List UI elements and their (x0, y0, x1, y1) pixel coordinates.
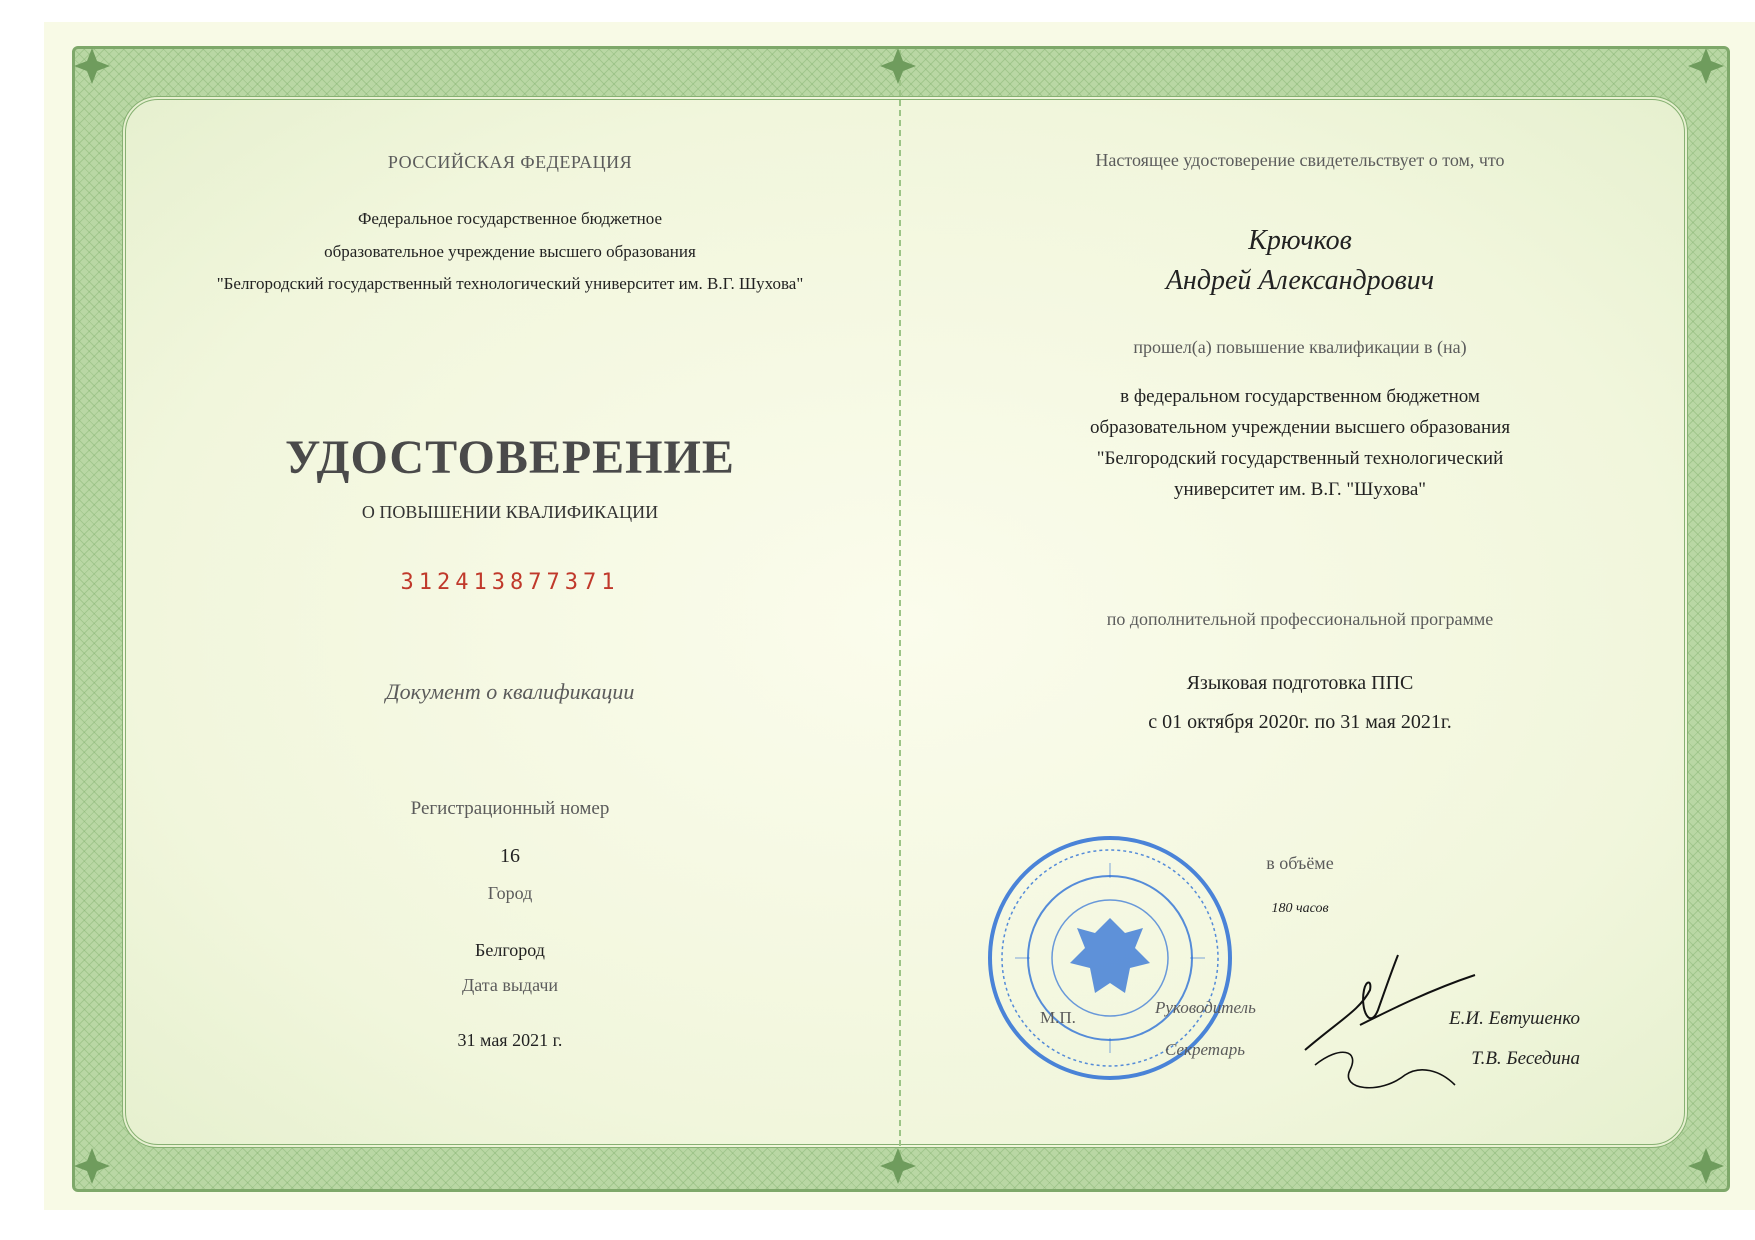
org-line-2: образовательное учреждение высшего образования (324, 242, 696, 261)
org-line-1: Федеральное государственное бюджетное (357, 209, 663, 228)
stamp-mark: М.П. (1040, 1008, 1076, 1027)
program-label: по дополнительной профессиональной программе (1106, 609, 1494, 629)
registration-value: 16 (500, 845, 520, 867)
passed-text: прошел(а) повышение квалификации в (на) (1133, 337, 1467, 357)
org-line-3: "Белгородский государственный технологический университет им. В.Г. Шухова" (216, 274, 804, 293)
volume-label: в объёме (1266, 853, 1334, 873)
corner-ornament-icon (1688, 1148, 1724, 1184)
program-name: Языковая подготовка ППС (1186, 672, 1414, 694)
country-heading: РОССИЙСКАЯ ФЕДЕРАЦИЯ (387, 152, 633, 172)
institution-line-2: образовательном учреждении высшего образования (1089, 417, 1511, 438)
city-value: Белгород (475, 940, 545, 960)
institution-line-1: в федеральном государственном бюджетном (1120, 386, 1480, 407)
secretary-label: Секретарь (1165, 1040, 1245, 1059)
intro-text: Настоящее удостоверение свидетельствует о том, что (1095, 150, 1505, 170)
corner-ornament-icon (880, 48, 916, 84)
center-fold (899, 50, 901, 1182)
secretary-signature-icon (1310, 1035, 1460, 1105)
institution-line-4: университет им. В.Г. "Шухова" (1173, 479, 1427, 500)
issue-date-value: 31 мая 2021 г. (457, 1030, 563, 1050)
document-type: Документ о квалификации (385, 679, 635, 704)
corner-ornament-icon (74, 1148, 110, 1184)
document-title: УДОСТОВЕРЕНИЕ (285, 431, 735, 484)
corner-ornament-icon (74, 48, 110, 84)
city-label: Город (487, 883, 533, 903)
corner-ornament-icon (880, 1148, 916, 1184)
holder-given-names: Андрей Александрович (1165, 265, 1435, 296)
serial-number: 312413877371 (400, 570, 620, 595)
document-subtitle: О ПОВЫШЕНИИ КВАЛИФИКАЦИИ (361, 502, 659, 522)
program-period: с 01 октября 2020г. по 31 мая 2021г. (1148, 711, 1452, 733)
head-name: Е.И. Евтушенко (1449, 1008, 1580, 1029)
issue-date-label: Дата выдачи (461, 975, 559, 995)
holder-surname: Крючков (1248, 225, 1352, 256)
registration-label: Регистрационный номер (410, 798, 610, 819)
head-label: Руководитель (1155, 998, 1256, 1017)
corner-ornament-icon (1688, 48, 1724, 84)
volume-value: 180 часов (1271, 901, 1329, 916)
secretary-name: Т.В. Беседина (1471, 1048, 1580, 1069)
institution-line-3: "Белгородский государственный технологический (1096, 448, 1504, 469)
